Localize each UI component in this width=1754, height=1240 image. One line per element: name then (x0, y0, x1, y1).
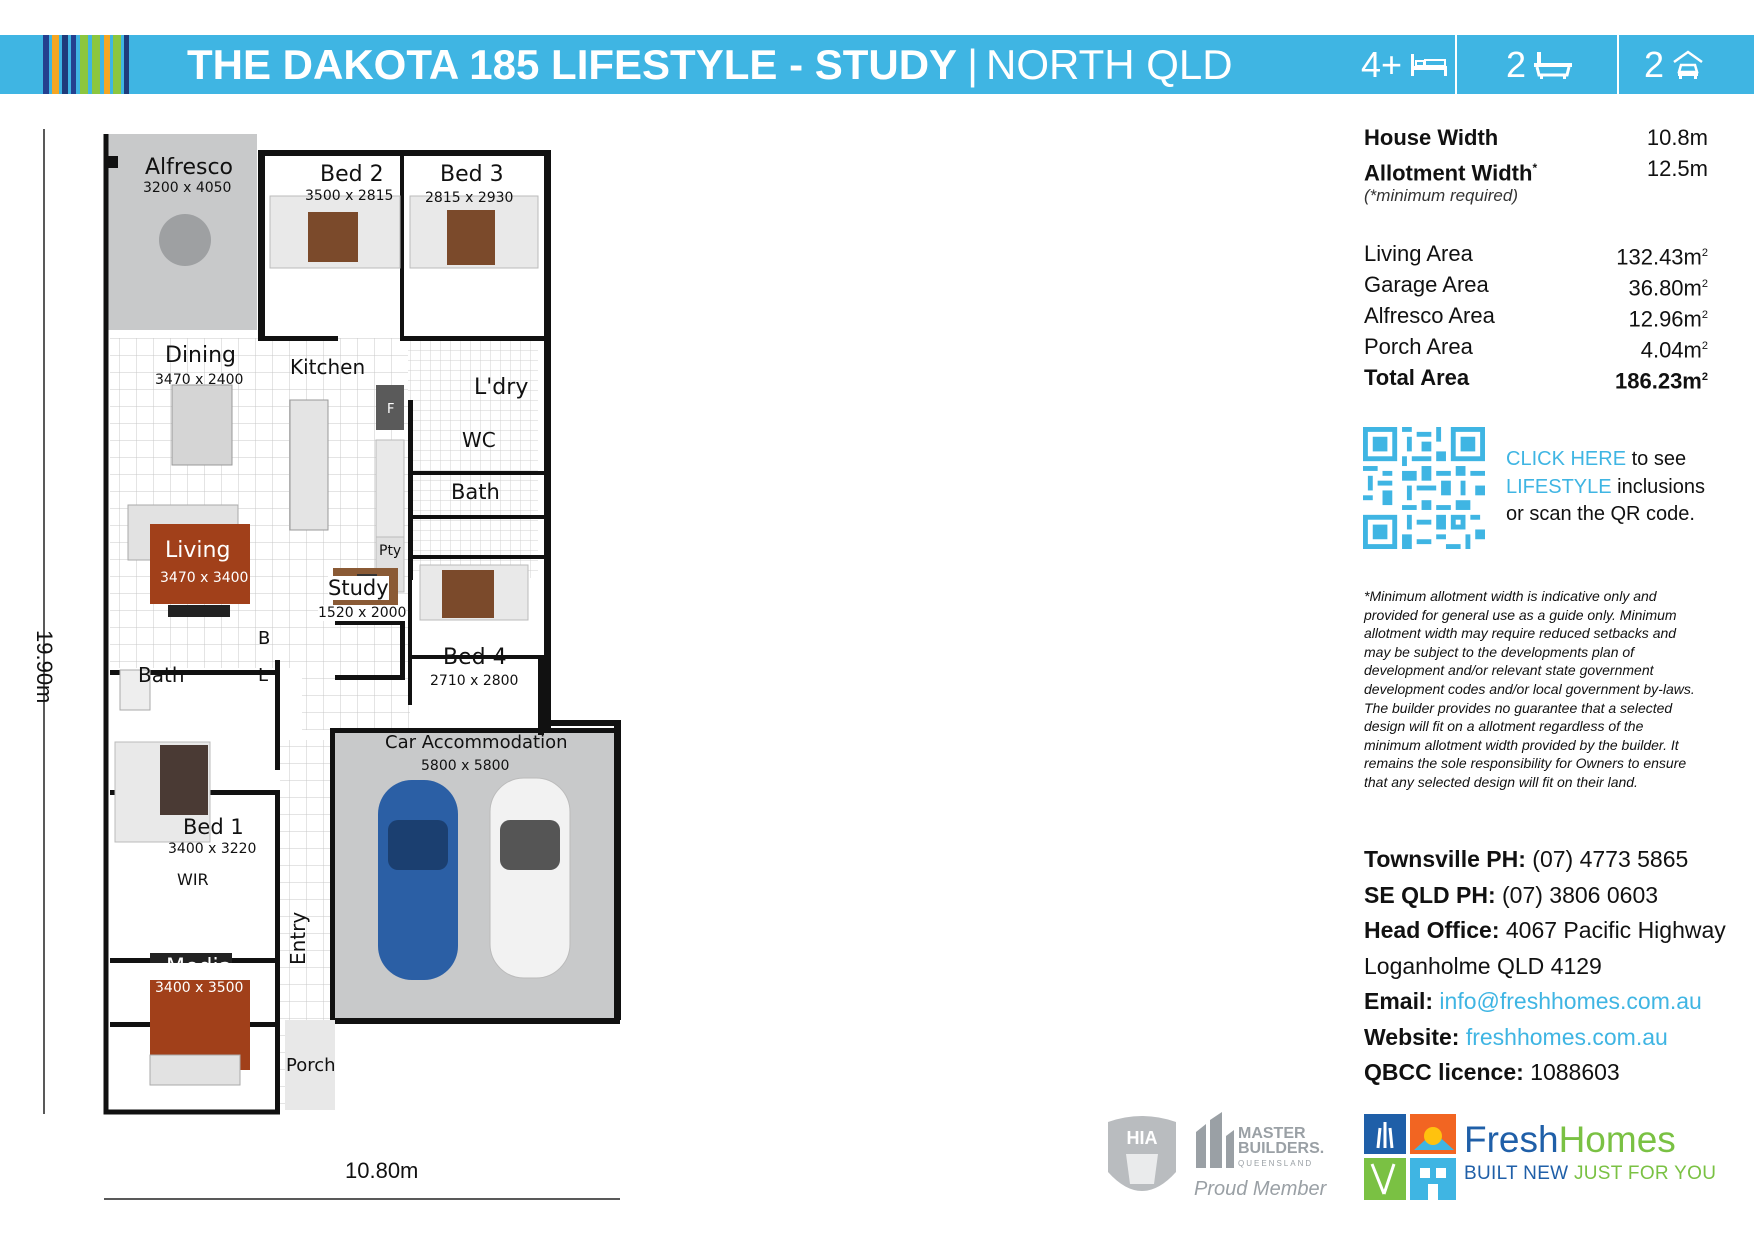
contact-email (1364, 984, 1744, 1020)
hia-logo-text: HIA (1126, 1128, 1158, 1148)
brand-tag-just-for-you: JUST FOR YOU (1568, 1163, 1717, 1184)
room-linen-l: L (258, 665, 269, 686)
plan-width-dimension: 10.80m (345, 1158, 419, 1183)
contact-details (1364, 842, 1744, 1091)
qr-caption-inclusions: inclusions (1611, 475, 1705, 498)
stat-divider (1617, 35, 1619, 94)
room-living-name: Living (165, 538, 231, 563)
room-bed2-size: 3500 x 2815 (305, 188, 394, 204)
contact-website-link[interactable]: freshhomes.com.au (1459, 1023, 1668, 1050)
brand-name-homes: Homes (1558, 1119, 1676, 1160)
room-laundry-name: L'dry (474, 375, 529, 400)
room-bed4-name: Bed 4 (443, 645, 507, 670)
spec-area-sup: 2 (1701, 340, 1708, 352)
room-bed1-name: Bed 1 (183, 815, 244, 839)
brand-name-fresh: Fresh (1464, 1119, 1559, 1160)
spec-area-label: Porch Area (1364, 334, 1473, 359)
room-labels (0, 100, 700, 1220)
contact-townsville-phone[interactable]: (07) 4773 5865 (1525, 846, 1689, 872)
room-bed4-size: 2710 x 2800 (430, 673, 519, 689)
room-kitchen-name: Kitchen (290, 355, 366, 379)
room-bath2-name: Bath (451, 480, 500, 504)
room-bed3-name: Bed 3 (440, 162, 504, 187)
contact-qbcc (1364, 1055, 1744, 1091)
spec-area-label: Garage Area (1364, 272, 1489, 297)
master-builders-icon (1194, 1112, 1236, 1170)
mb-line1: MASTER (1238, 1125, 1306, 1142)
spec-total-label: Total Area (1364, 365, 1470, 390)
room-alfresco-size: 3200 x 4050 (143, 180, 232, 196)
room-linen-b: B (258, 628, 271, 649)
garage-car-icon (1672, 50, 1704, 80)
contact-seqld (1364, 878, 1744, 914)
contact-office-line2: Loganholme QLD 4129 (1364, 952, 1602, 979)
room-dining-size: 3470 x 2400 (155, 372, 244, 388)
contact-seqld-phone[interactable]: (07) 3806 0603 (1495, 881, 1659, 908)
bathroom-count-value: 2 (1506, 43, 1527, 85)
spec-min-note: (*minimum required) (1364, 186, 1518, 205)
spec-total-area (1364, 362, 1708, 393)
title-region: NORTH QLD (986, 41, 1233, 88)
title-separator: | (967, 41, 978, 88)
spec-house-width-value: 10.8m (1646, 125, 1708, 150)
disclaimer-text: *Minimum allotment width is indicative only and provided for general use as a guide only. Minimum allotment width may require reduced setbacks and may be subject to the developments plan of development and/or relevant state government development codes and/or local government by-laws. The builder provides no guarantee that a selected design will fit on a allotment regardless of the minimum allotment width provided by the builder. It remains the sole responsibility for Owners to ensure that any selected design will fit on their land. (1364, 588, 1695, 790)
room-wc-name: WC (462, 428, 496, 452)
spec-total-sup: 2 (1701, 371, 1708, 383)
contact-head-office (1364, 913, 1744, 949)
contact-website (1364, 1020, 1744, 1056)
bedroom-count-value: 4+ (1361, 43, 1403, 85)
contact-email-label: Email: (1364, 988, 1434, 1014)
page-title (187, 35, 1233, 94)
spec-area-value: 132.43m (1616, 244, 1702, 270)
spec-total-value: 186.23m (1615, 368, 1702, 394)
room-study-name: Study (328, 576, 389, 600)
hia-logo (1104, 1114, 1180, 1202)
room-porch-name: Porch (286, 1055, 336, 1076)
room-pantry-name: Pty (379, 543, 402, 559)
room-living-size: 3470 x 3400 (160, 570, 249, 586)
bath-icon (1534, 51, 1572, 79)
spec-area-sup: 2 (1701, 309, 1708, 321)
contact-townsville-label: Townsville PH: (1364, 846, 1526, 872)
brand-tag-built-new: BUILT NEW (1464, 1163, 1569, 1184)
title-main: THE DAKOTA 185 LIFESTYLE - STUDY (187, 41, 958, 88)
spec-house-width-label: House Width (1364, 125, 1499, 150)
stat-divider (1455, 35, 1457, 94)
plan-height-dimension: 19.90m (32, 630, 57, 704)
master-builders-logo (1238, 1126, 1324, 1171)
room-dining-name: Dining (165, 343, 237, 368)
spec-area-value: 4.04m (1640, 337, 1702, 363)
qr-caption-scan: or scan the QR code. (1506, 503, 1695, 525)
contact-office-line1: 4067 Pacific Highway (1499, 917, 1726, 943)
qr-code[interactable] (1363, 427, 1485, 549)
spec-area-row (1364, 269, 1708, 300)
bathroom-count (1506, 35, 1572, 94)
room-wir-name: WIR (177, 870, 209, 889)
room-car-size: 5800 x 5800 (421, 758, 510, 774)
contact-office-label: Head Office: (1364, 917, 1500, 943)
spec-allotment-star: * (1532, 161, 1538, 175)
mb-line2: BUILDERS. (1238, 1140, 1325, 1157)
spec-allotment-width (1364, 153, 1708, 184)
contact-townsville (1364, 842, 1744, 878)
fresh-homes-brand (1464, 1120, 1716, 1185)
spec-area-row (1364, 300, 1708, 331)
room-bed3-size: 2815 x 2930 (425, 190, 514, 206)
spec-area-value: 36.80m (1628, 275, 1702, 301)
bed-icon (1410, 52, 1448, 78)
room-study-size: 1520 x 2000 (318, 605, 407, 621)
qr-caption (1506, 446, 1705, 529)
bedroom-count (1361, 35, 1448, 94)
contact-qbcc-number: 1088603 (1523, 1059, 1620, 1085)
room-media-name: Media (166, 955, 233, 980)
header-bar (0, 35, 1754, 94)
room-fridge-name: F (387, 402, 395, 417)
garage-count-value: 2 (1644, 43, 1665, 85)
room-alfresco-name: Alfresco (145, 155, 234, 180)
lifestyle-link[interactable]: LIFESTYLE (1506, 475, 1612, 498)
room-car-name: Car Accommodation (385, 732, 568, 753)
spec-area-value: 12.96m (1628, 306, 1702, 332)
room-bath1-name: Bath (138, 663, 185, 687)
spec-house-width (1364, 122, 1708, 153)
contact-website-label: Website: (1364, 1023, 1460, 1050)
fresh-homes-logo-mark (1364, 1114, 1456, 1200)
spec-allotment-value: 12.5m (1646, 156, 1708, 181)
garage-count (1644, 35, 1704, 94)
spec-area-label: Living Area (1364, 241, 1473, 266)
contact-seqld-label: SE QLD PH: (1364, 881, 1496, 908)
contact-qbcc-label: QBCC licence: (1364, 1059, 1524, 1085)
room-bed1-size: 3400 x 3220 (168, 841, 257, 857)
room-media-size: 3400 x 3500 (155, 980, 244, 996)
spec-allotment-label: Allotment Width (1364, 160, 1533, 186)
spec-area-row (1364, 331, 1708, 362)
room-entry-name: Entry (286, 911, 310, 965)
mb-line3: QUEENSLAND (1238, 1159, 1314, 1168)
width-specs (1364, 122, 1708, 206)
spec-area-label: Alfresco Area (1364, 303, 1495, 328)
contact-email-link[interactable]: info@freshhomes.com.au (1433, 988, 1702, 1014)
header-stripes (43, 35, 129, 94)
area-specs (1364, 238, 1708, 393)
room-bed2-name: Bed 2 (320, 162, 384, 187)
spec-area-row (1364, 238, 1708, 269)
proud-member-text: Proud Member (1194, 1178, 1327, 1200)
qr-caption-to-see: to see (1626, 448, 1687, 470)
click-here-link[interactable]: CLICK HERE (1506, 448, 1627, 470)
spec-area-sup: 2 (1701, 278, 1708, 290)
spec-area-sup: 2 (1701, 247, 1708, 259)
